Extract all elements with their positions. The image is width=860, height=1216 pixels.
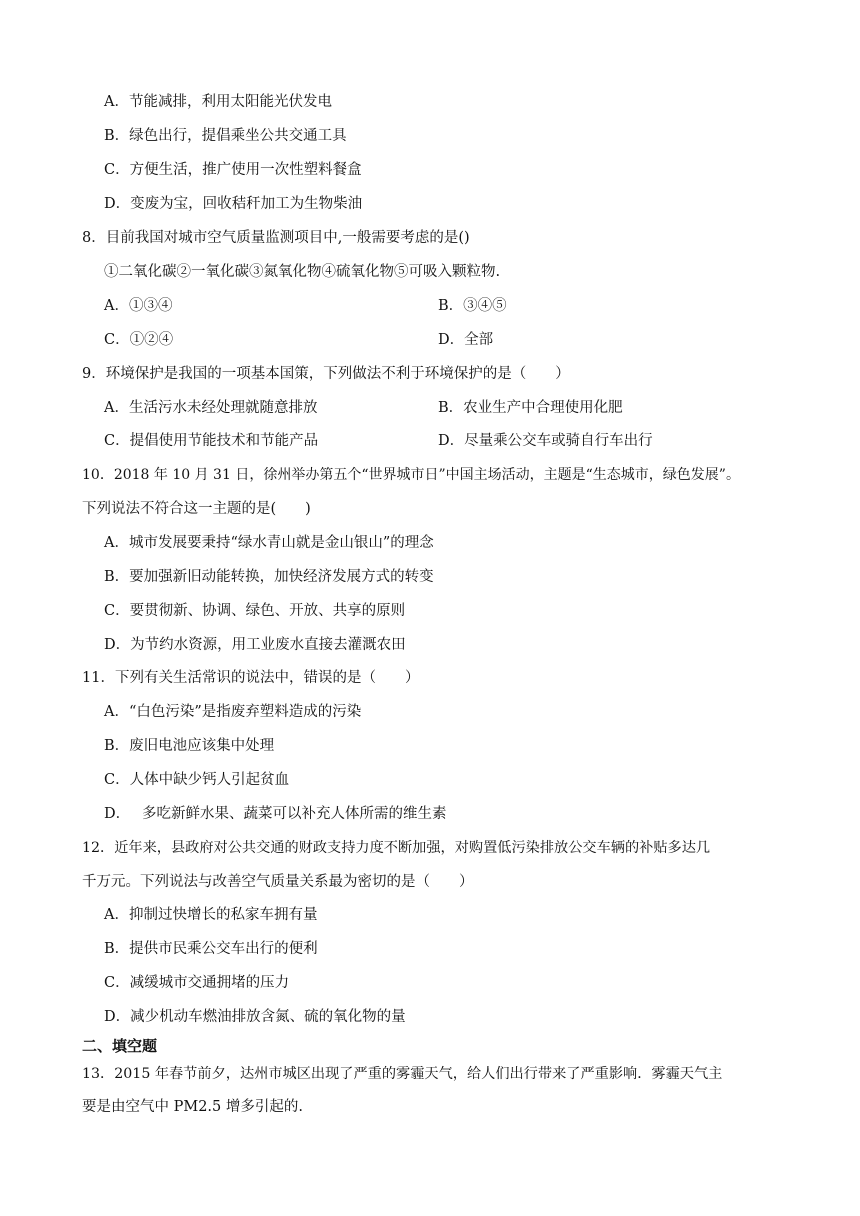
q9-option-d: D．尽量乘公交车或骑自行车出行	[438, 433, 653, 449]
q10-option-d: D．为节约水资源，用工业废水直接去灌溉农田	[104, 637, 406, 653]
q11-option-d: D． 多吃新鲜水果、蔬菜可以补充人体所需的维生素	[104, 806, 447, 822]
q7-option-c: C．方便生活，推广使用一次性塑料餐盒	[104, 162, 362, 178]
q7-option-b: B．绿色出行，提倡乘坐公共交通工具	[104, 128, 347, 144]
q12-option-d: D．减少机动车燃油排放含氮、硫的氧化物的量	[104, 1009, 406, 1025]
q12-option-b: B．提供市民乘公交车出行的便利	[104, 941, 318, 957]
q8-option-d: D．全部	[438, 332, 494, 348]
q11-stem: 11．下列有关生活常识的说法中，错误的是（ ）	[82, 670, 420, 686]
q7-option-d: D．变废为宝，回收秸秆加工为生物柴油	[104, 196, 363, 212]
q10-option-b: B．要加强新旧动能转换，加快经济发展方式的转变	[104, 569, 434, 585]
q9-option-b: B．农业生产中合理使用化肥	[438, 400, 623, 416]
q8-stem: 8．目前我国对城市空气质量监测项目中,一般需要考虑的是()	[82, 230, 470, 246]
q10-stem-line2: 下列说法不符合这一主题的是( )	[82, 501, 311, 517]
q12-stem-line2: 千万元。下列说法与改善空气质量关系最为密切的是（ ）	[82, 874, 474, 890]
q9-option-c: C．提倡使用节能技术和节能产品	[104, 433, 319, 449]
q10-option-a: A．城市发展要秉持“绿水青山就是金山银山”的理念	[104, 535, 434, 551]
section-heading: 二、填空题	[82, 1037, 158, 1055]
q8-items: ①二氧化碳②一氧化碳③氮氧化物④硫氧化物⑤可吸入颗粒物.	[104, 264, 501, 280]
q13-stem-line1: 13．2015 年春节前夕，达州市城区出现了严重的雾霾天气，给人们出行带来了严重影响．雾霾天气主	[82, 1066, 723, 1082]
q9-stem: 9．环境保护是我国的一项基本国策，下列做法不利于环境保护的是（ ）	[82, 366, 570, 382]
q8-option-a: A．①③④	[104, 298, 173, 314]
q12-stem-line1: 12．近年来，县政府对公共交通的财政支持力度不断加强，对购置低污染排放公交车辆的补贴多达几	[82, 840, 711, 856]
q10-stem-line1: 10．2018 年 10 月 31 日，徐州举办第五个“世界城市日”中国主场活动，主题是“生态城市，绿色发展”。	[82, 467, 740, 483]
q10-option-c: C．要贯彻新、协调、绿色、开放、共享的原则	[104, 603, 406, 619]
q7-option-a: A．节能减排，利用太阳能光伏发电	[104, 94, 332, 110]
q8-option-c: C．①②④	[104, 332, 174, 348]
q12-option-c: C．减缓城市交通拥堵的压力	[104, 975, 290, 991]
q13-stem-line2: 要是由空气中 PM2.5 增多引起的.	[82, 1099, 303, 1115]
q12-option-a: A．抑制过快增长的私家车拥有量	[104, 907, 318, 923]
q8-option-b: B．③④⑤	[438, 298, 507, 314]
q11-option-c: C．人体中缺少钙人引起贫血	[104, 772, 290, 788]
q11-option-a: A．“白色污染”是指废弃塑料造成的污染	[104, 704, 362, 720]
q9-option-a: A．生活污水未经处理就随意排放	[104, 400, 318, 416]
q11-option-b: B．废旧电池应该集中处理	[104, 738, 275, 754]
